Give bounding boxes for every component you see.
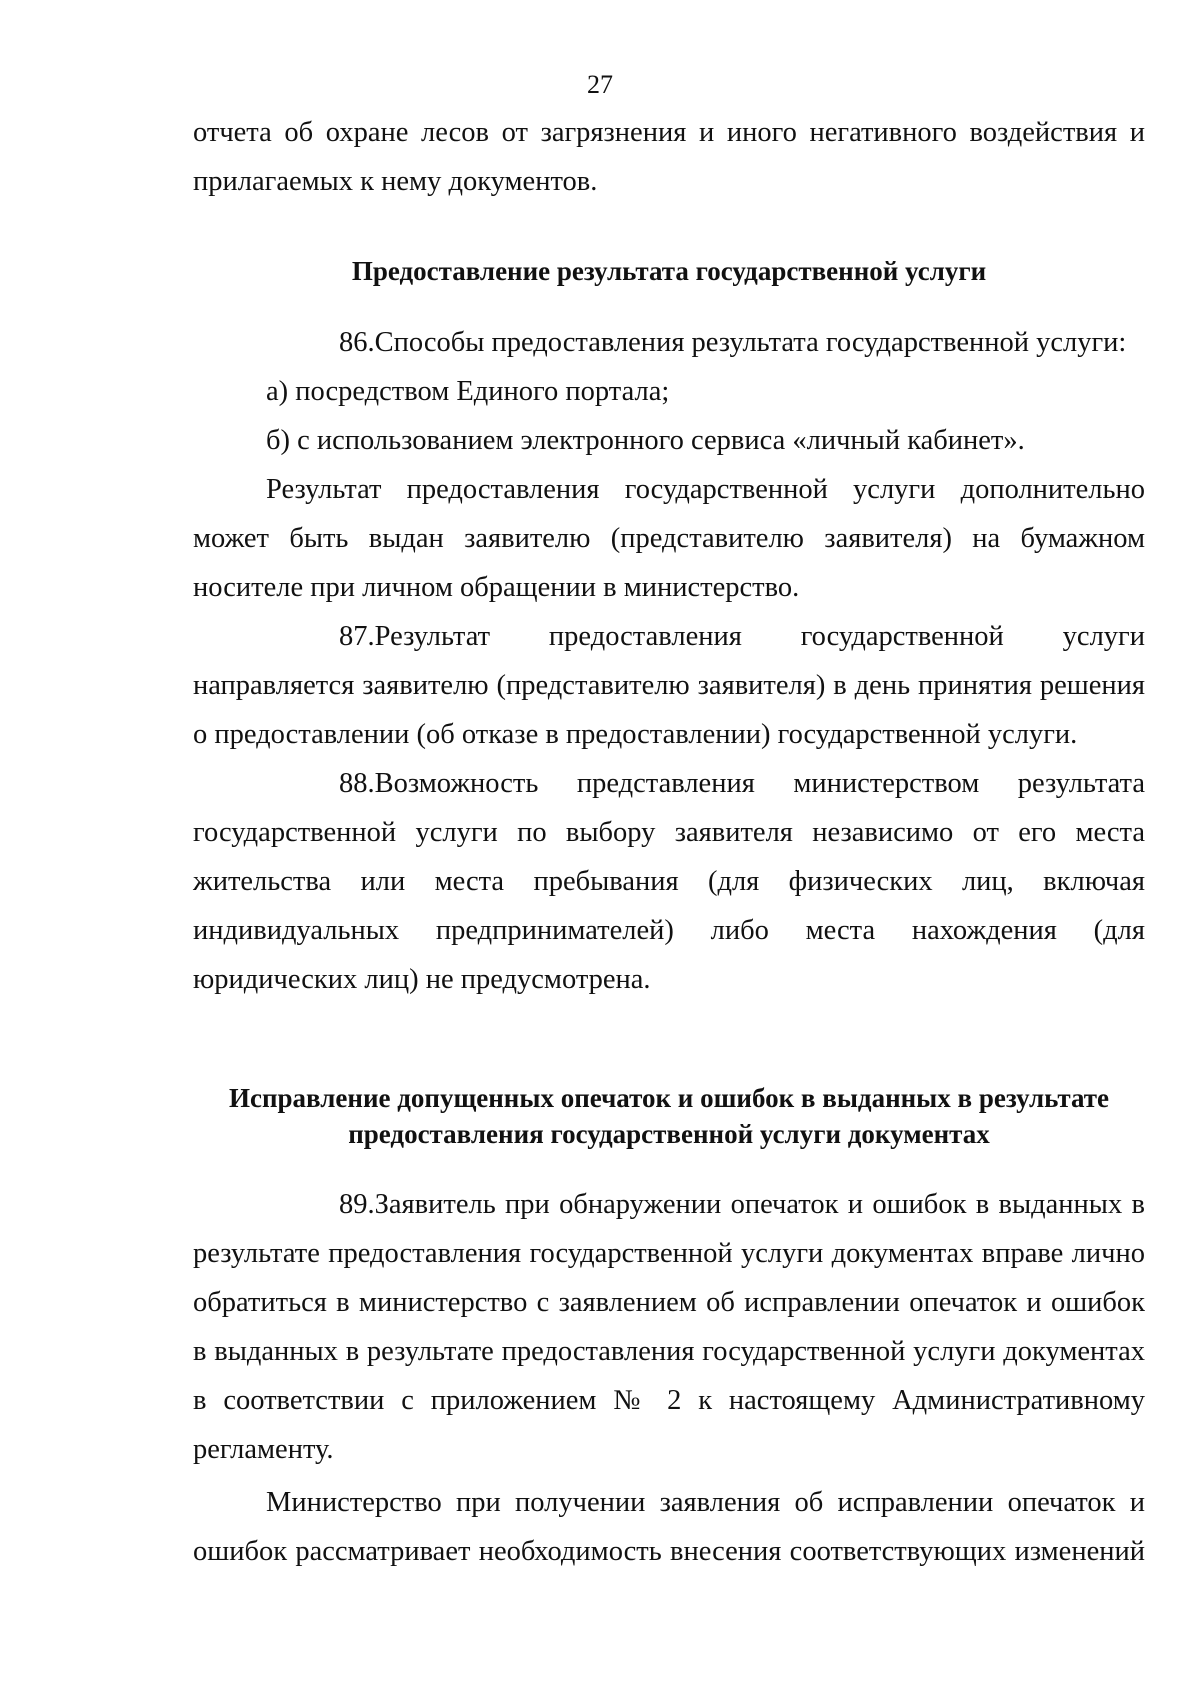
paragraph-87 bbox=[193, 612, 1145, 759]
paragraph-number-86: 86. bbox=[339, 327, 375, 358]
section-heading-corrections-line1: Исправление допущенных опечаток и ошибок в выданных в результате bbox=[229, 1083, 1109, 1113]
section-heading-corrections-line2: предоставления государственной услуги документах bbox=[348, 1119, 990, 1149]
paragraph-89 bbox=[193, 1180, 1145, 1474]
intro-text: отчета об охране лесов от загрязнения и иного негативного воздействия и прилагаемых к нему документов. bbox=[193, 117, 1145, 197]
paragraph-ministry: Министерство при получении заявления об исправлении опечаток и ошибок рассматривает необходимость внесения соответствующих изменений bbox=[193, 1487, 1145, 1567]
intro-paragraph bbox=[193, 108, 1145, 206]
paragraph-number-87: 87. bbox=[339, 621, 375, 652]
page-number: 27 bbox=[587, 70, 613, 99]
paragraph-86 bbox=[193, 318, 1145, 367]
section-heading-corrections bbox=[193, 1080, 1145, 1152]
paragraph-86-text: Способы предоставления результата государственной услуги: bbox=[374, 327, 1127, 358]
paragraph-result-paper: Результат предоставления государственной услуги дополнительно может быть выдан заявителю (представителю заявителя) на бумажном носителе при личном обращении в министерство. bbox=[193, 474, 1145, 603]
section-heading-result: Предоставление результата государственной услуги bbox=[351, 256, 987, 286]
section-corrections-body bbox=[193, 1180, 1145, 1576]
list-item-b: б) с использованием электронного сервиса «личный кабинет». bbox=[266, 425, 1025, 456]
section-result-body bbox=[193, 318, 1145, 1004]
paragraph-87-text: Результат предоставления государственной услуги направляется заявителю (представителю заявителя) в день принятия решения о предоставлении (об отказе в предоставлении) государственной услуги. bbox=[193, 621, 1145, 750]
paragraph-number-89: 89. bbox=[339, 1189, 375, 1220]
paragraph-88-text: Возможность представления министерством результата государственной услуги по выбору заявителя независимо от его места жительства или места пребывания (для физических лиц, включая индивидуальных предпринимателей) либо места нахождения (для юридических лиц) не предусмотрена. bbox=[193, 768, 1145, 995]
paragraph-88 bbox=[193, 759, 1145, 1004]
list-item-a: а) посредством Единого портала; bbox=[266, 376, 670, 407]
paragraph-number-88: 88. bbox=[339, 768, 375, 799]
paragraph-89-text: Заявитель при обнаружении опечаток и ошибок в выданных в результате предоставления государственной услуги документах вправе лично обратиться в министерство с заявлением об исправлении опечаток и ошибок в выданных в результате предоставления государственной услуги документах в соответствии с приложением № 2 к настоящему Административному регламенту. bbox=[193, 1189, 1145, 1465]
